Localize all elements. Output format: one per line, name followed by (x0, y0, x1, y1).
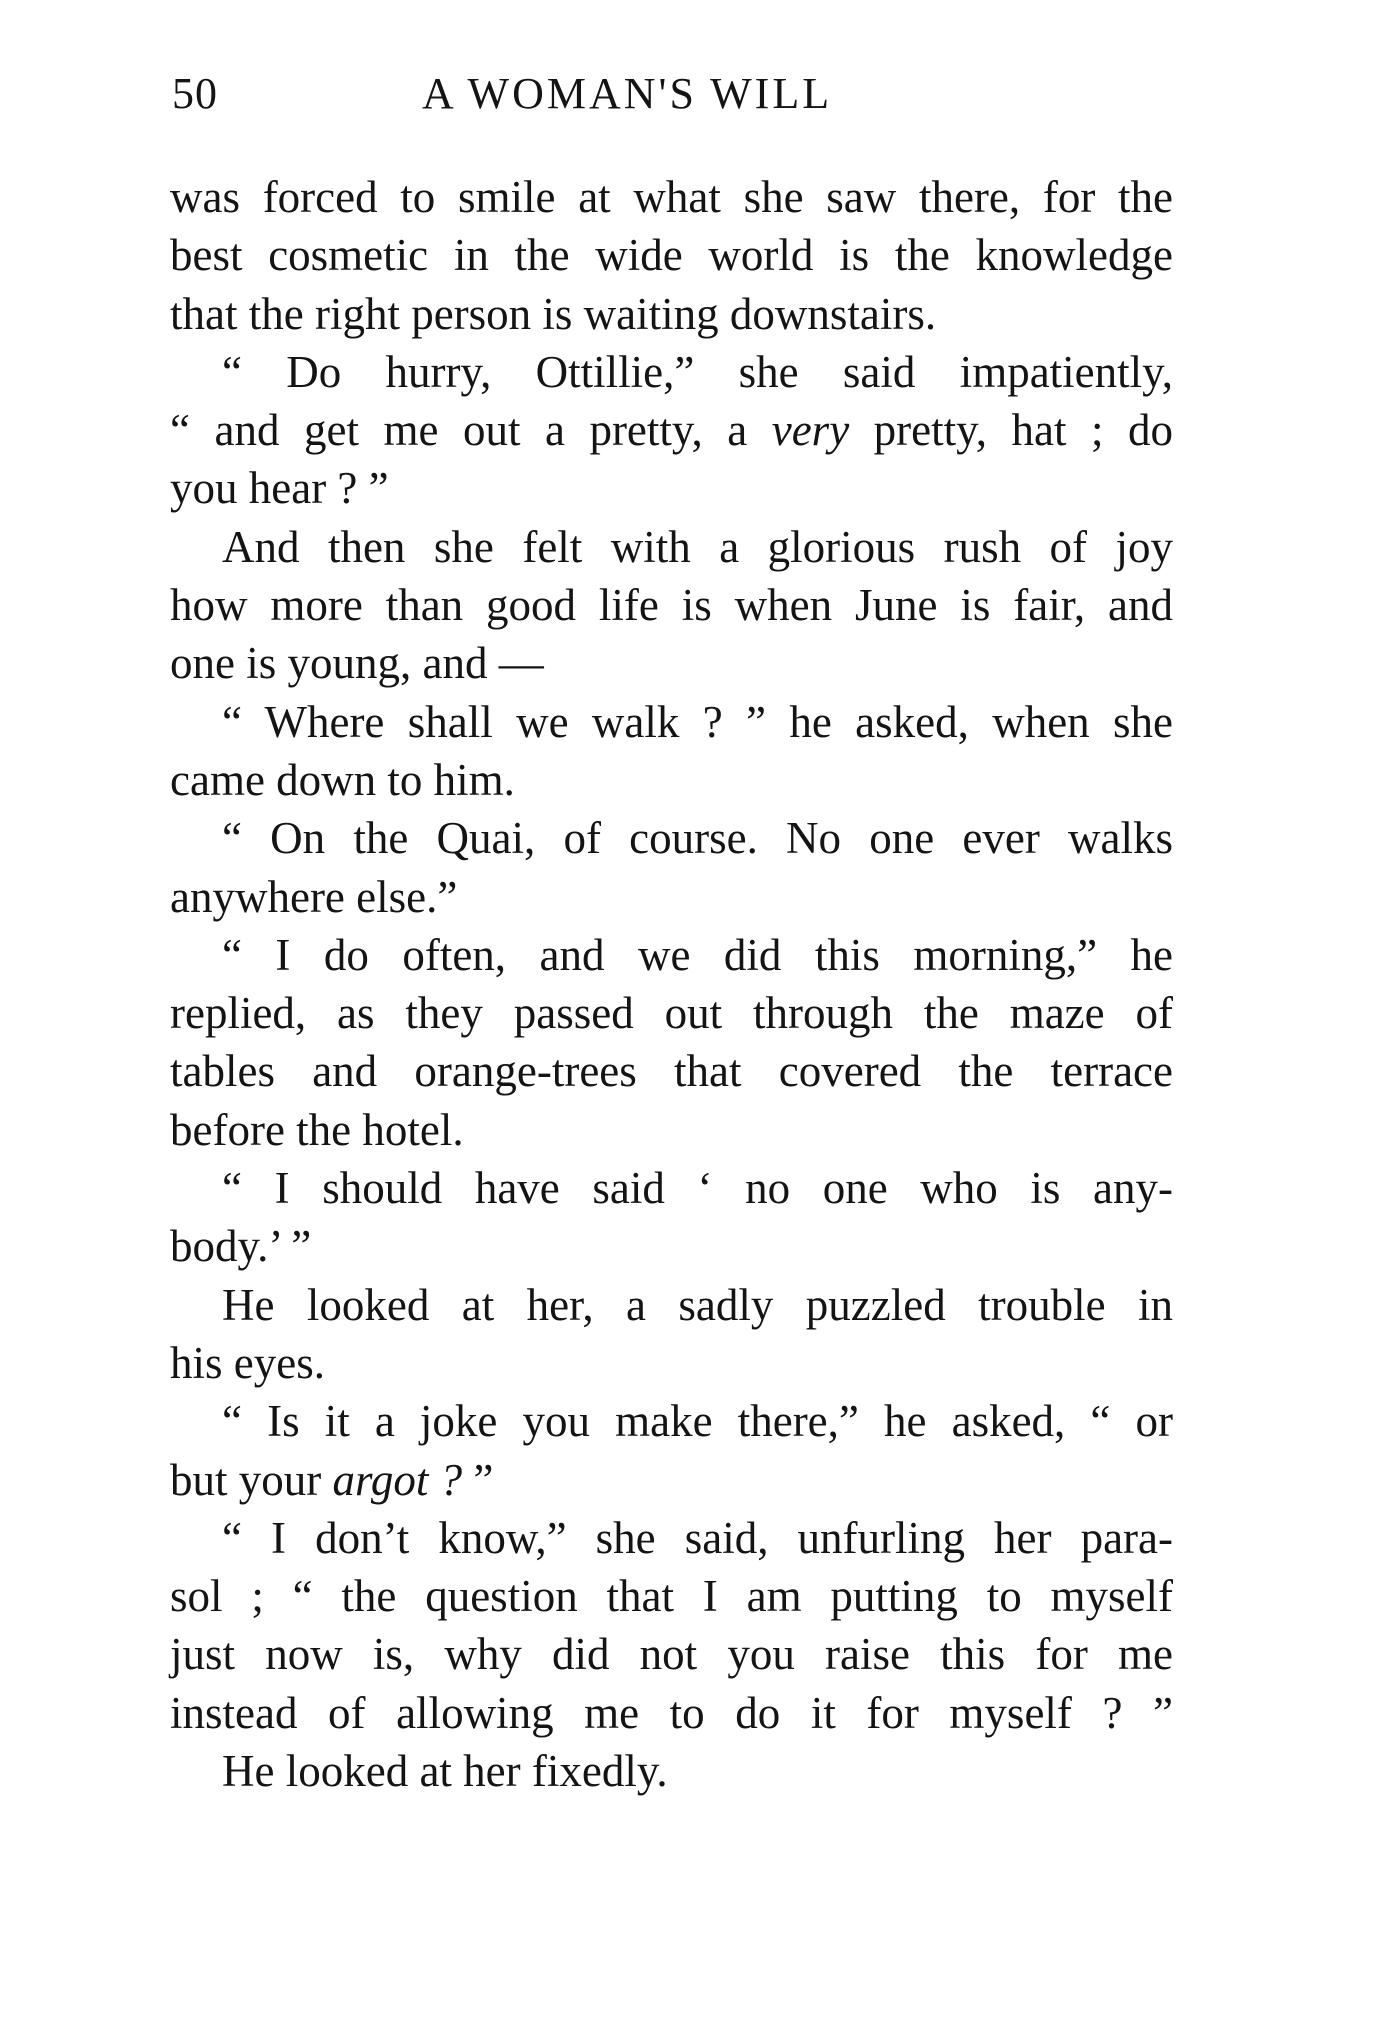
text-line: body.’ ” (170, 1221, 312, 1272)
text-line (170, 1451, 1173, 1509)
text-line: anywhere else.” (170, 871, 458, 922)
text-line: you hear ? ” (170, 463, 389, 514)
text-line: He looked at her, a sadly puzzled trouble in (222, 1279, 1173, 1330)
text-line: sol ; “ the question that I am putting to myself (170, 1571, 1173, 1622)
text-line: “ I do often, and we did this morning,” he (222, 929, 1173, 980)
text-line: how more than good life is when June is fair, and (170, 580, 1173, 631)
text-line: He looked at her fixedly. (222, 1746, 668, 1797)
text-line: “ Where shall we walk ? ” he asked, when she (222, 696, 1173, 747)
text-line: was forced to smile at what she saw there, for the (170, 172, 1173, 222)
text-line (170, 401, 1173, 459)
text-segment: ” (462, 1454, 494, 1505)
text-line: before the hotel. (170, 1104, 464, 1155)
text-segment: pretty, hat ; do (849, 405, 1173, 456)
text-line: tables and orange-trees that covered the terrace (170, 1046, 1173, 1097)
body-text (170, 168, 1173, 1800)
text-line: came down to him. (170, 754, 515, 805)
text-segment: but your (170, 1454, 333, 1505)
text-line: instead of allowing me to do it for myself ? ” (170, 1687, 1173, 1738)
text-line: “ Is it a joke you make there,” he asked, “ or (222, 1396, 1173, 1447)
text-segment: “ and get me out a pretty, a (170, 405, 772, 456)
italic-word: very (771, 405, 850, 456)
text-line: “ Do hurry, Ottillie,” she said impatiently, (222, 346, 1173, 397)
text-line: “ I don’t know,” she said, unfurling her para- (222, 1512, 1173, 1563)
book-title: A WOMAN'S WILL (422, 69, 833, 118)
text-line: And then she felt with a glorious rush of joy (222, 521, 1173, 572)
text-line: “ On the Quai, of course. No one ever walks (222, 813, 1173, 864)
text-line: his eyes. (170, 1337, 325, 1388)
text-line: “ I should have said ‘ no one who is any- (222, 1163, 1173, 1214)
text-line: just now is, why did not you raise this for me (170, 1629, 1173, 1680)
running-header (172, 68, 1172, 138)
text-line: replied, as they passed out through the maze of (170, 988, 1173, 1039)
text-line: best cosmetic in the wide world is the knowledge (170, 230, 1173, 281)
text-line: that the right person is waiting downstairs. (170, 288, 937, 339)
text-line: one is young, and — (170, 638, 544, 689)
italic-word: argot ? (332, 1454, 463, 1505)
page-number: 50 (172, 69, 218, 118)
